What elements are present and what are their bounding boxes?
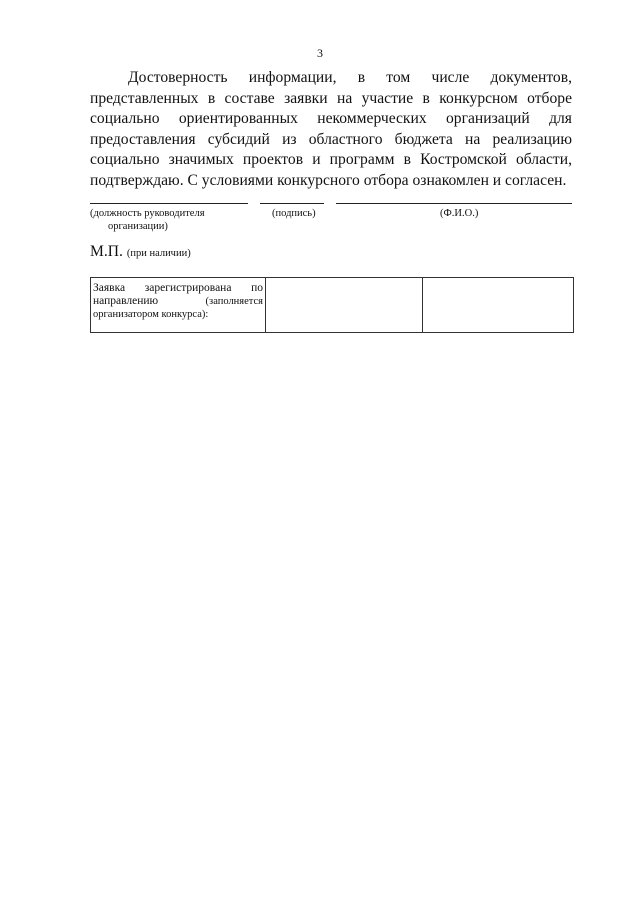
registration-table xyxy=(90,277,574,333)
position-label xyxy=(90,207,250,233)
page-number: 3 xyxy=(317,46,323,60)
position-signature-line[interactable] xyxy=(90,203,248,204)
paragraph-line: Достоверность информации, в том числе документов, xyxy=(128,69,572,86)
signature-line[interactable] xyxy=(260,203,324,204)
position-label-line2: организации) xyxy=(108,221,168,232)
name-signature-line[interactable] xyxy=(336,203,572,204)
stamp-label: М.П. xyxy=(90,243,123,260)
position-label-line1: (должность руководителя xyxy=(90,208,205,219)
consent-paragraph xyxy=(90,68,572,192)
registration-note-text: (заполняется xyxy=(205,296,263,307)
registration-label-line3: организатором конкурса): xyxy=(93,309,209,320)
paragraph-line: социально значимых проектов и программ в Костромской области, xyxy=(90,151,572,169)
signature-label: (подпись) xyxy=(272,208,316,219)
paragraph-line: подтверждаю. С условиями конкурсного отбора ознакомлен и согласен. xyxy=(90,171,567,189)
registration-direction-text: направлению xyxy=(93,295,159,307)
paragraph-line: социально ориентированных некоммерческих организаций для xyxy=(90,110,572,128)
paragraph-line: представленных в составе заявки на участие в конкурсном отборе xyxy=(90,89,572,107)
stamp-note: (при наличии) xyxy=(126,248,191,259)
registration-label-cell xyxy=(91,278,266,333)
paragraph-line: предоставления субсидий из областного бюджета на реализацию xyxy=(90,130,572,148)
name-label: (Ф.И.О.) xyxy=(440,208,479,219)
registration-value-cell[interactable] xyxy=(266,278,423,333)
stamp-place xyxy=(90,243,191,261)
registration-label-line2 xyxy=(93,295,263,308)
registration-label-line1: Заявка зарегистрирована по xyxy=(93,282,263,294)
registration-extra-cell[interactable] xyxy=(423,278,574,333)
